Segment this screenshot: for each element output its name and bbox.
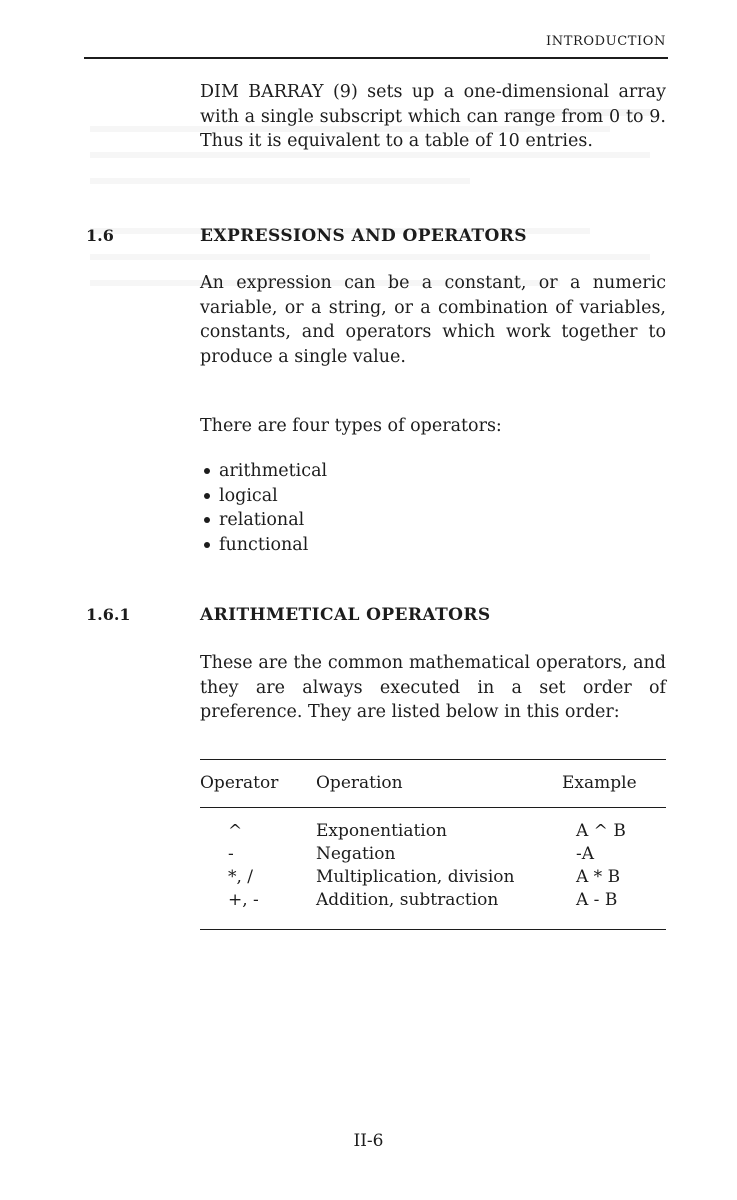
table-bottom-rule <box>200 929 666 930</box>
list-item: relational <box>202 508 327 533</box>
subsection-title: ARITHMETICAL OPERATORS <box>200 605 491 625</box>
section-number: 1.6 <box>86 226 114 245</box>
table-header-rule <box>200 807 666 808</box>
example-cell: -A <box>576 844 595 864</box>
bullet-icon <box>204 517 210 523</box>
table-row <box>200 843 666 866</box>
operator-types-list <box>202 459 327 557</box>
operator-cell: *, / <box>228 867 254 887</box>
intro-paragraph: DIM BARRAY (9) sets up a one-dimensional array with a single subscript which can range from 0 to 9. Thus it is equivalent to a table of 10 entries. <box>200 82 666 151</box>
example-cell: A * B <box>576 867 621 887</box>
table-row <box>200 820 666 843</box>
operation-cell: Addition, subtraction <box>316 890 499 910</box>
operator-cell: - <box>228 844 234 864</box>
example-cell: A ^ B <box>576 821 626 841</box>
table-row <box>200 889 666 912</box>
operation-cell: Exponentiation <box>316 821 447 841</box>
section-title: EXPRESSIONS AND OPERATORS <box>200 226 527 246</box>
bullet-icon <box>204 468 210 474</box>
list-item: functional <box>202 533 327 558</box>
table-top-rule <box>200 759 666 760</box>
operator-types-intro: There are four types of operators: <box>200 416 502 436</box>
operator-cell: +, - <box>228 890 259 910</box>
table-header-example: Example <box>562 773 637 793</box>
running-head: INTRODUCTION <box>546 34 666 49</box>
arithmetic-paragraph: These are the common mathematical operators, and they are always executed in a set order of preference. They are listed below in this order: <box>200 653 666 722</box>
subsection-number: 1.6.1 <box>86 605 131 624</box>
page-number: II-6 <box>353 1131 384 1151</box>
expression-paragraph: An expression can be a constant, or a numeric variable, or a string, or a combination of variables, constants, and operators which work together to produce a single value. <box>200 273 666 367</box>
table-header-operation: Operation <box>316 773 403 793</box>
operation-cell: Multiplication, division <box>316 867 515 887</box>
operator-cell: ^ <box>228 821 243 841</box>
example-cell: A - B <box>576 890 618 910</box>
list-item: arithmetical <box>202 459 327 484</box>
operation-cell: Negation <box>316 844 396 864</box>
table-row <box>200 866 666 889</box>
bullet-icon <box>204 493 210 499</box>
table-header-operator: Operator <box>200 773 279 793</box>
header-rule <box>84 57 668 59</box>
list-item: logical <box>202 484 327 509</box>
bullet-icon <box>204 542 210 548</box>
